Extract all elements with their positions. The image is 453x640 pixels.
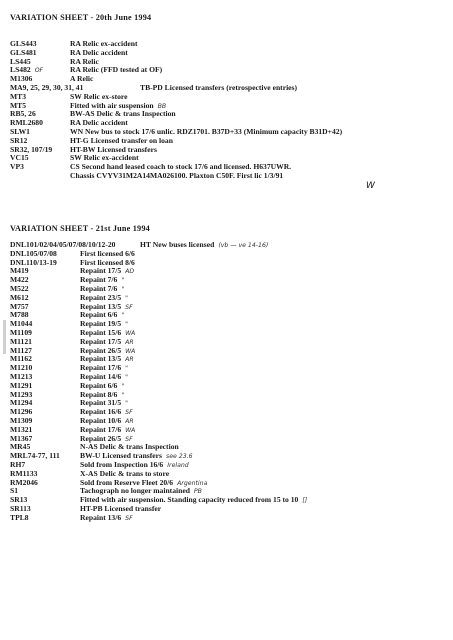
fleet-code: SR32, 107/19 [10, 144, 53, 154]
entry-description-text: Repaint 16/6 [80, 407, 122, 417]
fleet-code: MA9, 25, 29, 30, 31, 41 [10, 82, 84, 92]
handwritten-note: AR [125, 356, 134, 364]
entry-description-line2: Chassis CVYV31M2A14MA026100. Plaxton C50F. First lic 1/3/91 [70, 170, 284, 180]
section-2-rows [10, 241, 448, 523]
fleet-code: M788 [10, 310, 29, 320]
entry-description: SW Relic ex-store [70, 91, 128, 101]
fleet-code: RM2046 [10, 477, 38, 487]
fleet-code: M1293 [10, 389, 33, 399]
fleet-code: SR113 [10, 503, 31, 513]
entry-description-text: Repaint 10/6 [80, 415, 122, 425]
fleet-code: M1367 [10, 433, 33, 443]
handwritten-note: " [121, 285, 125, 293]
fleet-code: VP3 [10, 162, 24, 172]
handwritten-note: AD [125, 268, 135, 276]
handwritten-initial: W [366, 181, 375, 191]
fleet-code: M1210 [10, 363, 33, 373]
fleet-code: RB5, 26 [10, 109, 36, 119]
fleet-code: GLS481 [10, 47, 37, 57]
entry-description: N-AS Delic & trans Inspection [80, 442, 179, 452]
entry-description-text: Fitted with air suspension. Standing capacity reduced from 15 to 10 [80, 495, 299, 505]
fleet-code: M1296 [10, 407, 33, 417]
entry-description-text: Repaint 7/6 [80, 283, 118, 293]
fleet-code: S1 [10, 486, 19, 496]
fleet-code: SR12 [10, 135, 28, 145]
handwritten-note: WA [125, 329, 136, 337]
handwritten-note: AR [125, 417, 134, 425]
handwritten-note: " [125, 400, 128, 408]
entry-description: A Relic [70, 74, 94, 84]
fleet-code-text: LS482 [10, 65, 31, 75]
fleet-code: M1291 [10, 380, 33, 390]
handwritten-note: SF [125, 514, 133, 522]
handwritten-note: BB [157, 102, 167, 110]
entry-description: RA Relic ex-accident [70, 39, 138, 48]
handwritten-note: Ireland [167, 461, 189, 469]
fleet-code: MT5 [10, 100, 27, 110]
fleet-code: M1213 [10, 371, 33, 381]
entry-description-text: BW-U Licensed transfers [80, 451, 162, 461]
entry-description: First licensed 8/6 [80, 257, 135, 267]
fleet-code: MRL74-77, 111 [10, 451, 60, 461]
entry-description-text: Sold from Reserve Fleet 20/6 [80, 477, 174, 487]
fleet-code: GLS443 [10, 39, 37, 48]
handwritten-note: AR [125, 338, 134, 346]
handwritten-note: " [125, 365, 128, 373]
handwritten-note: PB [193, 488, 202, 496]
fleet-code: LS445 [10, 56, 31, 66]
handwritten-note: OF [34, 67, 44, 75]
fleet-code: M1321 [10, 424, 33, 434]
entry-description: TB-PD Licensed transfers (retrospective entries) [140, 82, 298, 92]
entry-description-text: Repaint 6/6 [80, 380, 118, 390]
entry-description-text: Repaint 13/5 [80, 354, 122, 364]
entry-description-text: Tachograph no longer maintained [80, 486, 190, 496]
fleet-code: VC15 [10, 153, 29, 163]
entry-description-text: Repaint 17/6 [80, 424, 122, 434]
entry-description [70, 163, 291, 181]
fleet-code: RH7 [10, 459, 26, 469]
handwritten-note: " [121, 382, 125, 390]
entry-description: RA Delic accident [70, 47, 128, 57]
section-heading: VARIATION SHEET - 21st June 1994 [10, 224, 150, 233]
entry-description: HT-PB Licensed transfer [80, 503, 162, 513]
handwritten-note: " [121, 312, 125, 320]
entry-description-text: Repaint 26/5 [80, 345, 122, 355]
fleet-code: DNL110/13-19 [10, 257, 57, 267]
entry-description: RA Relic [70, 56, 99, 66]
fleet-code: DNL105/07/08 [10, 248, 57, 258]
entry-description-text: Repaint 6/6 [80, 310, 118, 320]
entry-description-text: Repaint 8/6 [80, 389, 118, 399]
handwritten-note: SF [125, 409, 133, 417]
fleet-code: MR45 [10, 442, 31, 452]
entry-description-text: Repaint 31/5 [80, 398, 122, 408]
fleet-code: M1162 [10, 354, 32, 364]
entry-description-text: Repaint 19/5 [80, 319, 122, 329]
fleet-code: M1121 [10, 336, 32, 346]
fleet-code: M422 [10, 275, 29, 285]
entry-description: WN New bus to stock 17/6 unlic. RDZ1701. B37D+33 (Minimum capacity B31D+42) [70, 126, 343, 136]
entry-description-text: Repaint 15/6 [80, 327, 122, 337]
entry-description-text: CS Second hand leased coach to stock 17/6 and licensed. H637UWR. [70, 162, 292, 172]
section-1-rows [10, 40, 448, 181]
fleet-code: DNL101/02/04/05/07/08/10/12-20 [10, 240, 116, 249]
section-heading: VARIATION SHEET - 20th June 1994 [10, 13, 152, 22]
handwritten-note: " [121, 277, 125, 285]
fleet-code: RML2680 [10, 118, 43, 128]
handwritten-note: see 23.6 [165, 453, 193, 461]
entry-description-text: Repaint 13/5 [80, 301, 122, 311]
entry-description: HT-BW Licensed transfers [70, 144, 157, 154]
entry-description-text: HT New buses licensed [140, 240, 215, 249]
handwritten-note: SF [125, 303, 133, 311]
fleet-code: M1309 [10, 415, 33, 425]
fleet-code: M1044 [10, 319, 33, 329]
fleet-code: M1294 [10, 398, 33, 408]
entry-description: RA Delic accident [70, 118, 128, 128]
entry-description-text: Repaint 13/6 [80, 512, 122, 522]
fleet-code: M1109 [10, 327, 32, 337]
fleet-code: SR13 [10, 495, 28, 505]
handwritten-note: WA [125, 426, 136, 434]
fleet-code: M1306 [10, 74, 33, 84]
entry-description-text: Repaint 26/5 [80, 433, 122, 443]
entry-description-text: Repaint 17/5 [80, 266, 122, 276]
fleet-code: M757 [10, 301, 29, 311]
entry-description-text: Repaint 23/5 [80, 292, 122, 302]
handwritten-note: Argentina [177, 479, 208, 487]
fleet-code: RM1133 [10, 468, 38, 478]
entry-description: X-AS Delic & trans to store [80, 468, 170, 478]
handwritten-note: " [125, 321, 128, 329]
fleet-code: SLW1 [10, 126, 30, 136]
binder-hole-mark [3, 320, 6, 354]
handwritten-note: " [125, 294, 128, 302]
fleet-code: MT3 [10, 91, 27, 101]
fleet-code: M612 [10, 292, 29, 302]
entry-description: HT-G Licensed transfer on loan [70, 135, 173, 145]
handwritten-note: SF [125, 435, 133, 443]
handwritten-note: " [125, 373, 128, 381]
entry-description-text: Repaint 7/6 [80, 275, 118, 285]
fleet-code: M419 [10, 266, 29, 276]
handwritten-note: WA [125, 347, 136, 355]
entry-description-text: Sold from Inspection 16/6 [80, 459, 164, 469]
entry-description-text: Fitted with air suspension [70, 100, 154, 110]
entry-description [80, 514, 133, 524]
handwritten-note: [] [302, 497, 308, 505]
fleet-code: M522 [10, 283, 29, 293]
entry-description: SW Relic ex-accident [70, 153, 139, 163]
entry-description: First licensed 6/6 [80, 248, 135, 258]
entry-description: RA Relic (FFD tested at OF) [70, 65, 163, 75]
fleet-code: M1127 [10, 345, 32, 355]
entry-description-text: Repaint 17/6 [80, 363, 122, 373]
handwritten-note: " [121, 391, 125, 399]
entry-description-text: Repaint 14/6 [80, 371, 122, 381]
entry-description: BW-AS Delic & trans Inspection [70, 109, 176, 119]
fleet-code: TPL8 [10, 512, 29, 522]
handwritten-note: (vb — ve 14-16) [218, 242, 269, 249]
entry-description-text: Repaint 17/5 [80, 336, 122, 346]
